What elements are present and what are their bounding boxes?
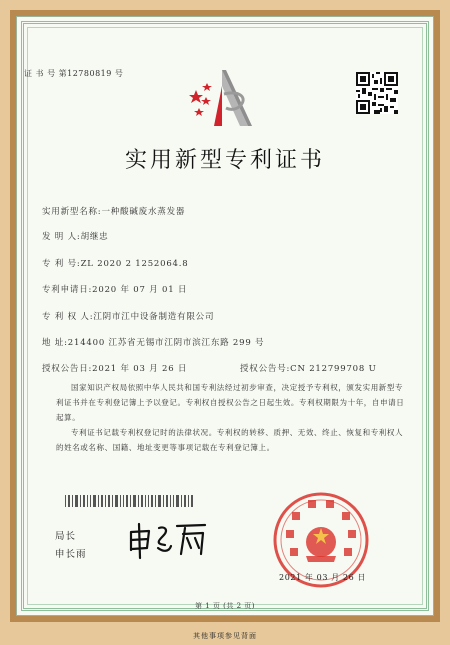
field-value: 一种酸碱废水蒸发器 — [101, 207, 186, 217]
field-label: 发 明 人: — [42, 232, 81, 242]
field-label: 实用新型名称: — [42, 207, 102, 217]
cnipa-logo-icon — [178, 64, 268, 132]
field-value: 胡继忠 — [80, 232, 109, 242]
field-value: 江阴市江中设备制造有限公司 — [93, 312, 215, 322]
field-value: 214400 江苏省无锡市江阴市滨江东路 299 号 — [67, 338, 265, 348]
page-number: 第 1 页 (共 2 页) — [195, 602, 255, 610]
field-patentee — [42, 310, 214, 322]
field-label: 地 址: — [42, 338, 68, 348]
field-announcement-number — [240, 362, 377, 374]
qr-code-icon — [356, 72, 398, 114]
signature-title: 局长 — [55, 531, 77, 542]
certificate-number: 证 书 号 第12780819 号 — [24, 69, 124, 78]
field-label: 专 利 权 人: — [42, 312, 94, 322]
field-announcement-date — [42, 362, 187, 374]
handwritten-signature-icon — [125, 518, 210, 560]
field-value: ZL 2020 2 1252064.8 — [80, 259, 189, 269]
field-value: 2020 年 07 月 01 日 — [92, 285, 188, 295]
page-title: 实用新型专利证书 — [124, 148, 325, 173]
paragraph-record: 专利证书记载专利权登记时的法律状况。专利权的转移、质押、无效、终止、恢复和专利权人的姓名或名称、国籍、地址变更等事项记载在专利登记簿上。 — [56, 428, 404, 452]
signature-name: 申长雨 — [55, 549, 87, 560]
field-value: 2021 年 03 月 26 日 — [92, 364, 188, 374]
field-utility-name — [42, 205, 185, 217]
field-inventor — [42, 230, 108, 242]
field-value: CN 212799708 U — [290, 364, 377, 374]
field-address — [42, 336, 264, 348]
barcode-icon — [65, 495, 195, 507]
field-patent-number — [42, 257, 188, 269]
paragraph-grant: 国家知识产权局依照中华人民共和国专利法经过初步审查，决定授予专利权，颁发实用新型专利证书并在专利登记簿上予以登记。专利权自授权公告之日起生效。专利权期限为十年，自申请日起算。 — [56, 383, 405, 422]
field-label: 专利申请日: — [42, 285, 93, 295]
seal-date: 2021 年 03 月 26 日 — [279, 573, 367, 582]
footer-note: 其他事项参见背面 — [193, 632, 257, 640]
field-label: 授权公告日: — [42, 364, 93, 374]
field-label: 授权公告号: — [240, 364, 291, 374]
field-label: 专 利 号: — [42, 259, 81, 269]
field-filing-date — [42, 283, 187, 295]
